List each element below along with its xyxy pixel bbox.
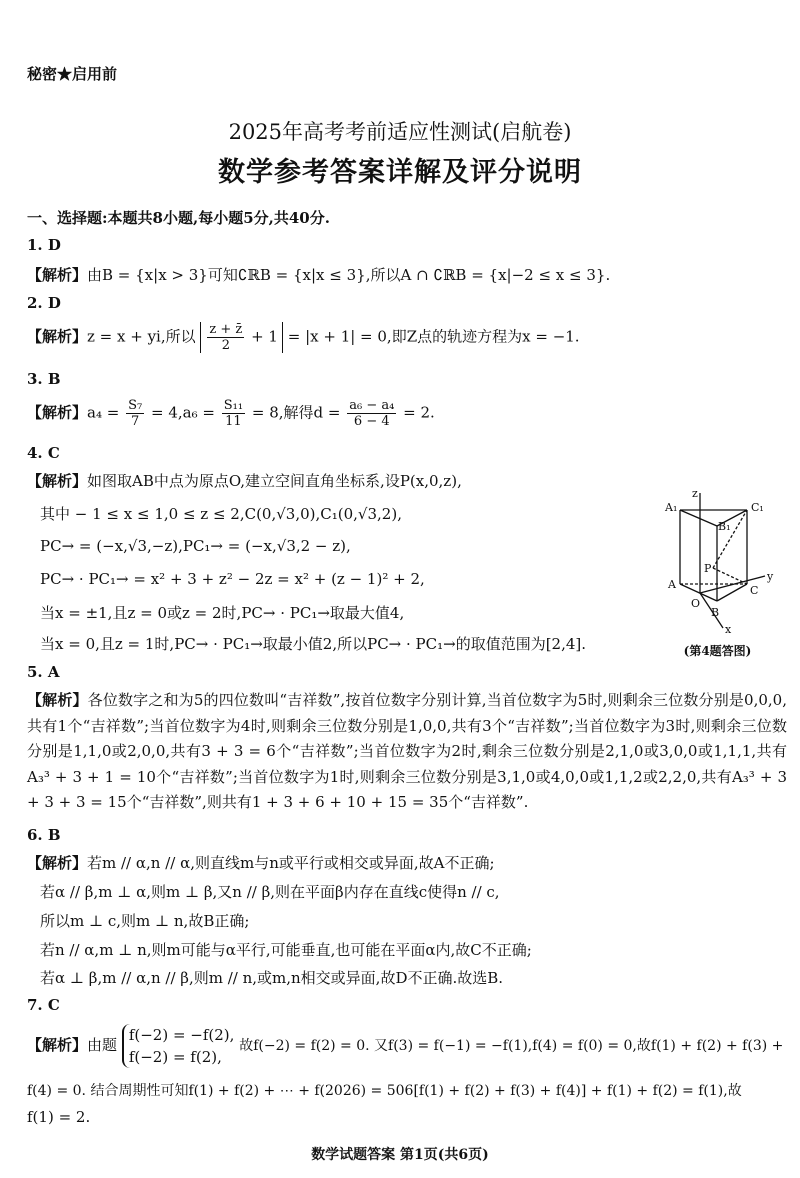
- question-4-line-1: [27, 470, 462, 491]
- confidential-mark: 秘密★启用前: [27, 65, 118, 83]
- question-5-answer: 5. A: [27, 663, 60, 681]
- analysis-tag: 【解析】: [27, 266, 88, 284]
- question-6-line-5: 若α ⊥ β,m // α,n // β,则m // n,或m,n相交或异面,故D不正确.故选B.: [40, 969, 504, 987]
- question-1-solution: [27, 264, 610, 285]
- figure-label: P: [704, 562, 712, 575]
- question-2-answer: 2. D: [27, 294, 61, 312]
- answer-key-title: 数学参考答案详解及评分说明: [218, 157, 582, 188]
- question-7-line-1: [27, 1024, 783, 1068]
- fraction-denominator: 11: [225, 414, 242, 429]
- figure-label: B₁: [718, 520, 731, 533]
- fraction-denominator: 6 − 4: [353, 414, 390, 429]
- triangular-prism-diagram: [655, 488, 780, 648]
- equation-system: [122, 1024, 235, 1068]
- prism-figure: [655, 488, 780, 659]
- question-1-answer: 1. D: [27, 236, 61, 254]
- figure-caption: (第4题答图): [683, 644, 752, 658]
- equation-line: f(−2) = f(2),: [128, 1048, 222, 1066]
- question-2-mid: + 1: [251, 327, 278, 346]
- question-6-line-1: [27, 852, 495, 873]
- question-6-text: 若m // α,n // α,则直线m与n或平行或相交或异面,故A不正确;: [87, 854, 495, 872]
- fraction-numerator: z + z̄: [209, 322, 243, 337]
- question-3-part: = 4,a₆ =: [151, 403, 215, 422]
- question-4-answer: 4. C: [27, 444, 60, 462]
- analysis-tag: 【解析】: [27, 403, 88, 422]
- fraction: [222, 398, 245, 429]
- question-4-line-4: PC→ · PC₁→ = x² + 3 + z² − 2z = x² + (z − 1)² + 2,: [40, 570, 425, 588]
- question-4-line-2: 其中 − 1 ≤ x ≤ 1,0 ≤ z ≤ 2,C(0,√3,0),C₁(0,√3,2),: [40, 505, 402, 523]
- question-3-answer: 3. B: [27, 370, 61, 388]
- question-3-solution: [27, 398, 435, 429]
- figure-label: z: [692, 488, 698, 500]
- question-2-solution: [27, 322, 580, 353]
- page-footer: 数学试题答案 第1页(共6页): [311, 1147, 489, 1163]
- question-7-post: 故f(−2) = f(2) = 0. 又f(3) = f(−1) = −f(1),f(4) = f(0) = 0,故f(1) + f(2) + f(3) +: [239, 1038, 784, 1054]
- fraction-numerator: S₁₁: [223, 398, 244, 413]
- question-7-answer: 7. C: [27, 996, 60, 1014]
- analysis-tag: 【解析】: [27, 691, 88, 709]
- figure-label: C₁: [751, 501, 764, 514]
- figure-label: A: [668, 578, 676, 591]
- question-3-part: = 8,解得d =: [251, 403, 341, 422]
- question-2-post: = |x + 1| = 0,即Z点的轨迹方程为x = −1.: [287, 327, 580, 346]
- exam-title: 2025年高考考前适应性测试(启航卷): [228, 120, 572, 144]
- figure-label: B: [711, 606, 720, 619]
- section-heading-choice: 一、选择题:本题共8小题,每小题5分,共40分.: [27, 209, 330, 227]
- question-6-line-3: 所以m ⊥ c,则m ⊥ n,故B正确;: [40, 912, 250, 930]
- figure-label: A₁: [665, 501, 678, 514]
- fraction: [126, 398, 144, 429]
- fraction: [207, 322, 244, 353]
- question-2-pre: z = x + yi,所以: [87, 327, 196, 346]
- fraction-denominator: 7: [131, 414, 140, 429]
- question-6-line-4: 若n // α,m ⊥ n,则m可能与α平行,可能垂直,也可能在平面α内,故C不正确;: [40, 941, 532, 959]
- question-3-part: a₄ =: [87, 403, 120, 422]
- analysis-tag: 【解析】: [27, 472, 88, 490]
- absolute-value-expr: [200, 322, 283, 353]
- question-4-text: 如图取AB中点为原点O,建立空间直角坐标系,设P(x,0,z),: [87, 472, 462, 490]
- question-6-answer: 6. B: [27, 826, 61, 844]
- figure-label: O: [691, 597, 701, 610]
- equation-line: f(−2) = −f(2),: [128, 1026, 235, 1044]
- question-7-pre: 由题: [87, 1036, 118, 1054]
- question-4-line-5: 当x = ±1,且z = 0或z = 2时,PC→ · PC₁→取最大值4,: [40, 604, 405, 622]
- question-4-line-6: 当x = 0,且z = 1时,PC→ · PC₁→取最小值2,所以PC→ · PC₁→的取值范围为[2,4].: [40, 635, 587, 653]
- fraction: [347, 398, 396, 429]
- question-5-text: 各位数字之和为5的四位数叫“吉祥数”,按首位数字分别计算,当首位数字为5时,则剩余三位数分别是0,0,0,共有1个“吉祥数”;当首位数字为4时,则剩余三位数分别是1,0,0,共有3个“吉祥数”;当首位数字为3时,则剩余三位数分别是1,1,0或2,0,0,共有3 + 3 = 6个“吉祥数”;当首位数字为2时,剩余三位数分别是2,1,0或3,0,0或1,1,1,共有A₃³ + 3 + 1 = 10个“吉祥数”;当首位数字为1时,则剩余三位数分别是3,1,0或4,0,0或1,1,2或2,2,0,共有A₃³ + 3 + 3 + 3 = 15个“吉祥数”,则共有1 + 3 + 6 + 10 + 15 = 35个“吉祥数”.: [27, 691, 787, 811]
- analysis-tag: 【解析】: [27, 327, 88, 346]
- question-1-text: 由B = {x|x > 3}可知∁ℝB = {x|x ≤ 3},所以A ∩ ∁ℝB = {x|−2 ≤ x ≤ 3}.: [87, 266, 611, 284]
- analysis-tag: 【解析】: [27, 1036, 88, 1054]
- fraction-numerator: S₇: [128, 398, 143, 413]
- question-4-line-3: PC→ = (−x,√3,−z),PC₁→ = (−x,√3,2 − z),: [40, 537, 351, 555]
- figure-label: x: [725, 623, 732, 636]
- figure-label: y: [767, 570, 774, 583]
- fraction-denominator: 2: [221, 338, 230, 353]
- question-6-line-2: 若α // β,m ⊥ α,则m ⊥ β,又n // β,则在平面β内存在直线c使得n // c,: [40, 883, 500, 901]
- question-7-line-3: f(1) = 2.: [27, 1108, 91, 1126]
- question-3-part: = 2.: [403, 403, 435, 422]
- fraction-numerator: a₆ − a₄: [349, 398, 395, 413]
- question-7-line-2: f(4) = 0. 结合周期性可知f(1) + f(2) + ⋯ + f(2026) = 506[f(1) + f(2) + f(3) + f(4)] + f(1) + f(2) = f(1),故: [27, 1083, 742, 1099]
- analysis-tag: 【解析】: [27, 854, 88, 872]
- question-5-solution: [27, 688, 787, 816]
- figure-label: C: [750, 584, 759, 597]
